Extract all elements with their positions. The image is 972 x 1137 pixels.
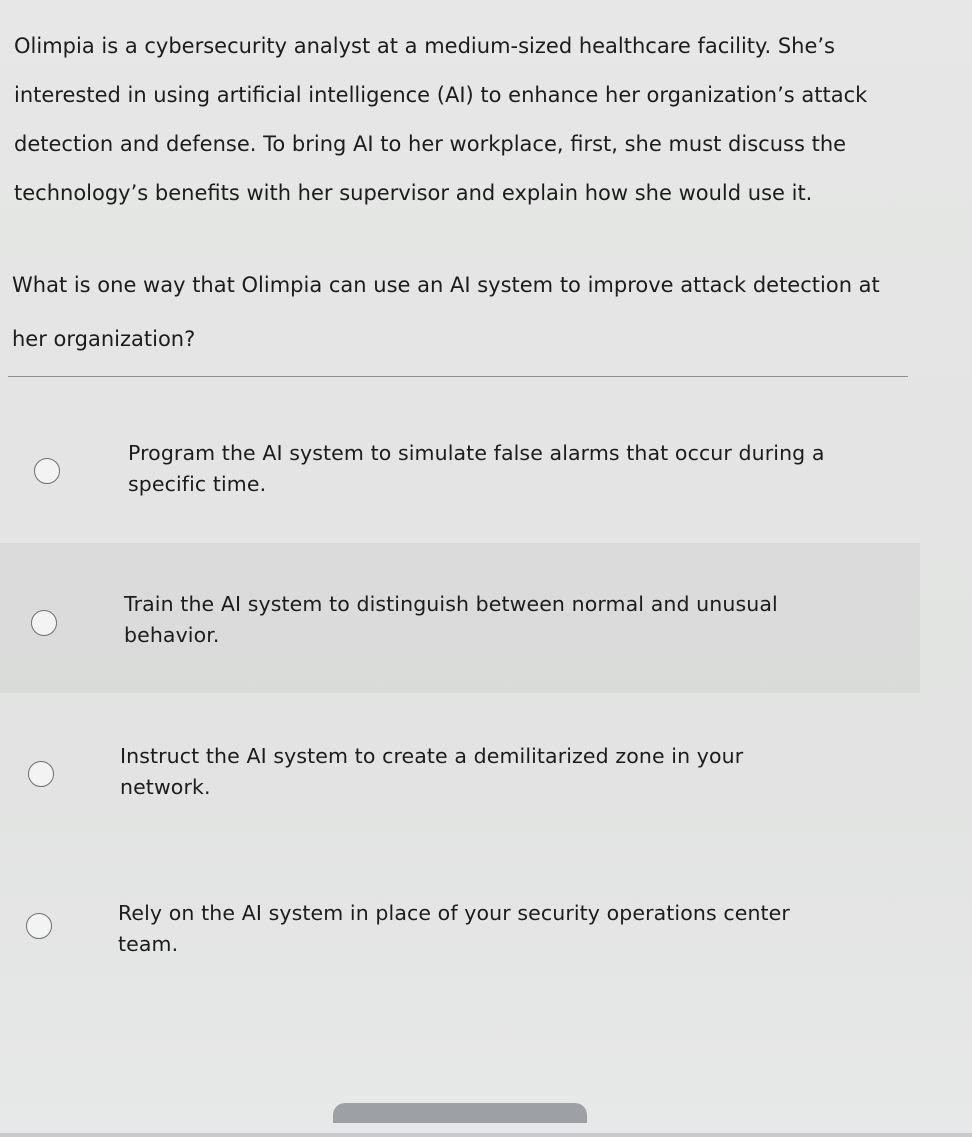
answer-option-label: Program the AI system to simulate false alarms that occur during a specific time. [128, 441, 825, 496]
scenario-text: Olimpia is a cybersecurity analyst at a medium-sized healthcare facility. She’s interested in using artificial intelligence (AI) to enhance her organization’s attack detection and defense. To bring AI to her workplace, first, she must discuss the technology’s benefits with her supervisor and explain how she would use it. [14, 34, 868, 205]
radio-button-icon[interactable] [28, 761, 54, 787]
answer-option-4[interactable] [0, 852, 920, 1002]
answer-option-label: Rely on the AI system in place of your security operations center team. [118, 901, 790, 956]
home-indicator[interactable] [333, 1103, 587, 1123]
answer-option-2[interactable] [0, 543, 920, 693]
question-text: What is one way that Olimpia can use an AI system to improve attack detection at her organization? [12, 273, 880, 351]
answer-option-3[interactable] [0, 696, 920, 846]
radio-button-icon[interactable] [34, 458, 60, 484]
answer-option-1[interactable] [0, 392, 920, 542]
divider [8, 376, 908, 377]
bottom-edge [0, 1133, 972, 1137]
answer-option-label: Train the AI system to distinguish between normal and unusual behavior. [124, 592, 778, 647]
radio-button-icon[interactable] [31, 610, 57, 636]
radio-button-icon[interactable] [26, 913, 52, 939]
answer-option-label: Instruct the AI system to create a demilitarized zone in your network. [120, 744, 744, 799]
